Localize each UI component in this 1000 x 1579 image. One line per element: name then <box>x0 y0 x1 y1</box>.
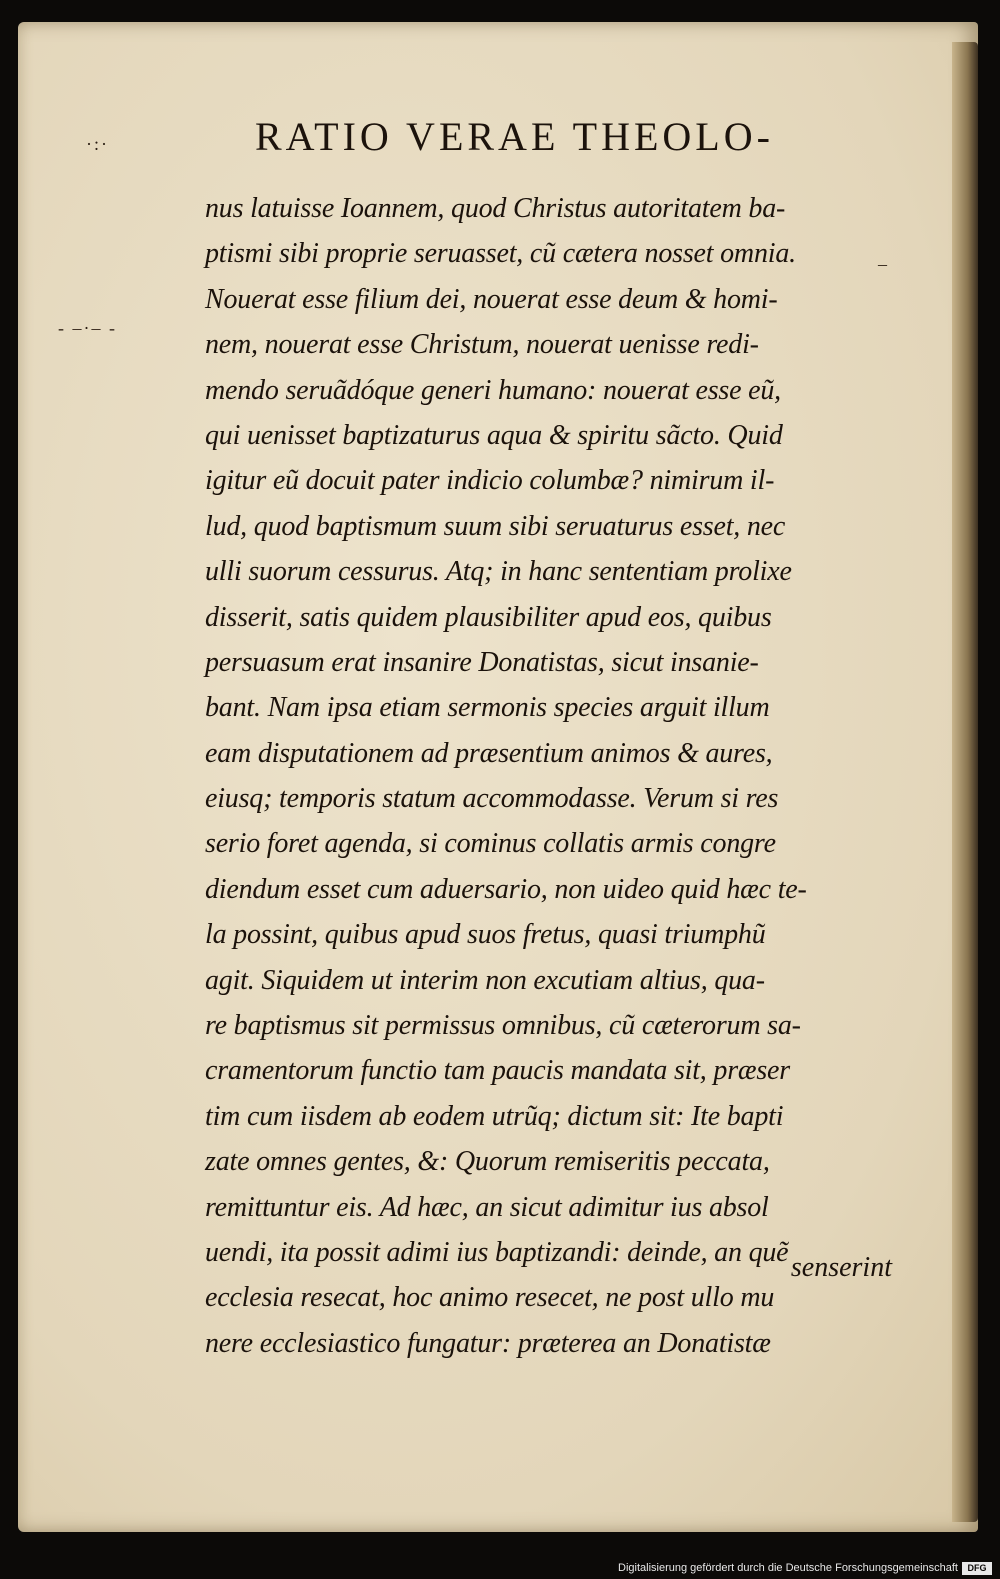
text-line: serio foret agenda, si cominus collatis armis congre <box>205 828 776 860</box>
running-head: RATIO VERAE THEOLO- <box>255 114 774 159</box>
body-text <box>205 186 905 1366</box>
page-edge <box>952 42 978 1522</box>
text-line: qui uenisset baptizaturus aqua & spiritu sãcto. Quid <box>205 419 783 451</box>
catchword: senserint <box>790 1252 892 1283</box>
text-line: disserit, satis quidem plausibiliter apud eos, quibus <box>205 601 772 633</box>
text-line: mendo seruãdóque generi humano: nouerat esse eũ, <box>205 374 781 406</box>
text-line: tim cum iisdem ab eodem utrũq; dictum sit: Ite bapti <box>205 1100 784 1132</box>
text-line: lud, quod baptismum suum sibi seruaturus esset, nec <box>205 510 786 542</box>
text-line: re baptismus sit permissus omnibus, cũ cæterorum sa- <box>205 1010 801 1042</box>
margin-mark-top: ·:· <box>86 134 109 154</box>
text-line: uendi, ita possit adimi ius baptizandi: deinde, an quẽ <box>205 1236 789 1268</box>
text-line: ecclesia resecat, hoc animo resecet, ne post ullo mu <box>205 1282 775 1314</box>
text-line: Nouerat esse filium dei, nouerat esse deum & homi- <box>205 283 778 315</box>
margin-mark-right: – <box>878 254 889 274</box>
margin-mark-left: - –·– - <box>58 318 117 338</box>
text-line: diendum esset cum aduersario, non uideo quid hæc te- <box>205 873 807 905</box>
text-line: cramentorum functio tam paucis mandata sit, præser <box>205 1055 790 1087</box>
footer-bar <box>0 1557 1000 1579</box>
text-line: ptismi sibi proprie seruasset, cũ cætera nosset omnia. <box>205 238 796 270</box>
funding-credit: Digitalisierung gefördert durch die Deutsche Forschungsgemeinschaft <box>618 1562 958 1574</box>
text-line: eam disputationem ad præsentium animos & aures, <box>205 737 773 769</box>
text-line: la possint, quibus apud suos fretus, quasi triumphũ <box>205 919 766 951</box>
text-line: nem, nouerat esse Christum, nouerat uenisse redi- <box>205 329 759 361</box>
text-line: igitur eũ docuit pater indicio columbæ? nimirum il- <box>205 465 775 497</box>
text-line: remittuntur eis. Ad hæc, an sicut adimitur ius absol <box>205 1191 769 1223</box>
text-line: zate omnes gentes, &: Quorum remiseritis peccata, <box>205 1146 770 1178</box>
dfg-logo-icon: DFG <box>962 1562 992 1575</box>
text-line: nus latuisse Ioannem, quod Christus autoritatem ba- <box>205 193 786 224</box>
text-line: agit. Siquidem ut interim non excutiam altius, qua- <box>205 964 765 996</box>
text-line: ulli suorum cessurus. Atq; in hanc sententiam prolixe <box>205 556 792 588</box>
text-line: eiusq; temporis statum accommodasse. Verum si res <box>205 783 779 815</box>
text-line: persuasum erat insanire Donatistas, sicut insanie- <box>205 646 759 678</box>
text-line: bant. Nam ipsa etiam sermonis species arguit illum <box>205 692 770 724</box>
text-line: nere ecclesiastico fungatur: præterea an Donatistæ <box>205 1327 771 1359</box>
